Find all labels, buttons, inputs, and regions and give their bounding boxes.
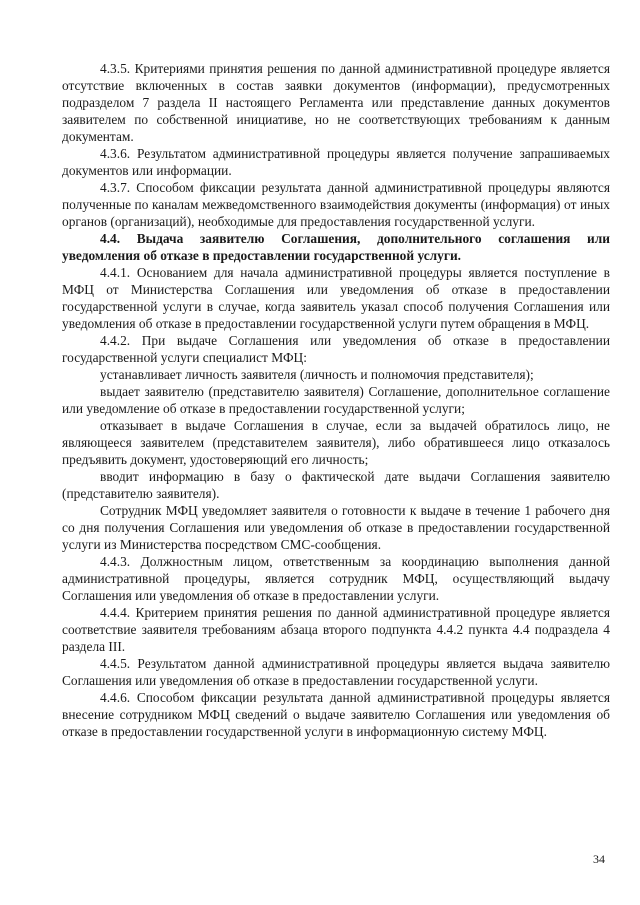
paragraph-4-4-1: 4.4.1. Основанием для начала административной процедуры является поступление в МФЦ от Министерства Соглашения или уведомления об отказе в предоставлении государственной услуги в случае, когда заявитель указал способ получения Соглашения или уведомления об отказе в предоставлении государственной услуги путем обращения в МФЦ. — [62, 265, 610, 331]
paragraph-notification: Сотрудник МФЦ уведомляет заявителя о готовности к выдаче в течение 1 рабочего дня со дня получения Соглашения или уведомления об отказе в предоставлении государственной услуги из Министерства посредством СМС-сообщения. — [62, 503, 610, 552]
page-number: 34 — [593, 852, 605, 866]
paragraph-4-3-6: 4.3.6. Результатом административной процедуры является получение запрашиваемых документов или информации. — [62, 146, 610, 178]
list-item-enter-info: вводит информацию в базу о фактической дате выдачи Соглашения заявителю (представителю заявителя). — [62, 469, 610, 501]
paragraph-4-4-2: 4.4.2. При выдаче Соглашения или уведомления об отказе в предоставлении государственной услуги специалист МФЦ: — [62, 333, 610, 365]
paragraph-4-3-5: 4.3.5. Критериями принятия решения по данной административной процедуре является отсутствие включенных в состав заявки документов (информации), предусмотренных подразделом 7 раздела II настоящего Регламента или представление данных документов заявителем по собственной инициативе, но не соответствующих требованиям к данным документам. — [62, 61, 610, 144]
list-item-identify: устанавливает личность заявителя (личность и полномочия представителя); — [100, 367, 534, 382]
paragraph-4-3-7: 4.3.7. Способом фиксации результата данной административной процедуры являются полученные по каналам межведомственного взаимодействия документы (информация) от иных органов (организаций), необходимые для предоставления государственной услуги. — [62, 180, 610, 229]
section-heading-4-4: 4.4. Выдача заявителю Соглашения, дополнительного соглашения или уведомления об отказе в предоставлении государственной услуги. — [62, 231, 610, 263]
paragraph-4-4-3: 4.4.3. Должностным лицом, ответственным за координацию выполнения данной административной процедуры, является сотрудник МФЦ, осуществляющий выдачу Соглашения или уведомления об отказе в предоставлении услуги. — [62, 554, 610, 603]
list-item-issue: выдает заявителю (представителю заявителя) Соглашение, дополнительное соглашение или уведомление об отказе в предоставлении государственной услуги; — [62, 384, 610, 416]
document-body — [62, 60, 610, 740]
paragraph-4-4-4: 4.4.4. Критерием принятия решения по данной административной процедуре является соответствие заявителя требованиям абзаца второго подпункта 4.4.2 пункта 4.4 подраздела 4 раздела III. — [62, 605, 610, 654]
list-item-refuse: отказывает в выдаче Соглашения в случае, если за выдачей обратилось лицо, не являющееся заявителем (представителем заявителя), либо обратившееся лицо отказалось предъявить документ, удостоверяющий его личность; — [62, 418, 610, 467]
paragraph-4-4-5: 4.4.5. Результатом данной административной процедуры является выдача заявителю Соглашения или уведомления об отказе в предоставлении государственной услуги. — [62, 656, 610, 688]
paragraph-4-4-6: 4.4.6. Способом фиксации результата данной административной процедуры является внесение сотрудником МФЦ сведений о выдаче заявителю Соглашения или уведомления об отказе в предоставлении государственной услуги в информационную систему МФЦ. — [62, 690, 610, 739]
